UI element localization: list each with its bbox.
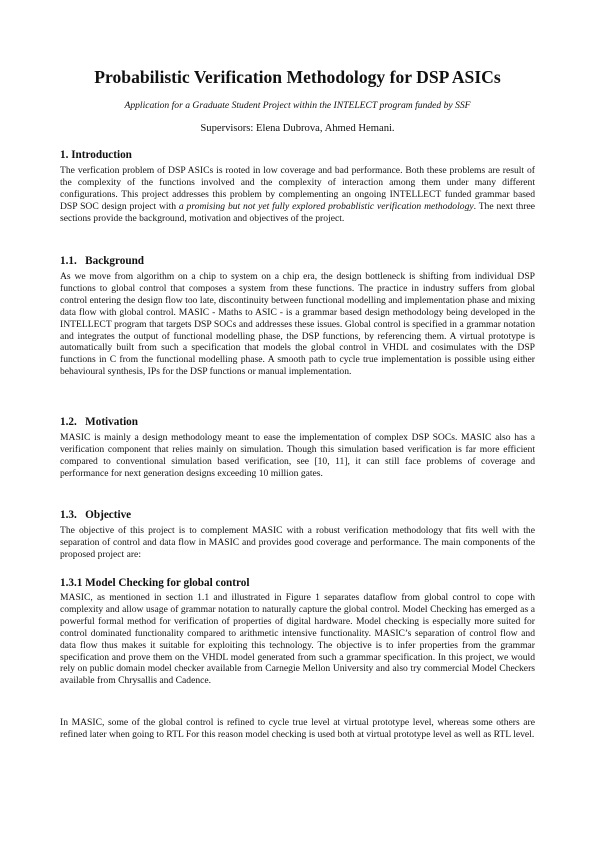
paragraph-model-checking-2: In MASIC, some of the global control is refined to cycle true level at virtual prototype level, whereas some others are refined later when going to RTL For this reason model checking is used both at virtual prototype level as well as RTL level. xyxy=(60,717,535,740)
heading-model-checking: 1.3.1 Model Checking for global control xyxy=(60,577,250,589)
paragraph-background: As we move from algorithm on a chip to system on a chip era, the design bottleneck is shifting from individual DSP functions to global control that composes a system from these functions. The practice in industry suffers from global control entering the design flow too late, discontinuity between functional modelling and implementation phase and mixing data flow with global control. MASIC - Maths to ASIC - is a grammar based design methodology being developed in the INTELLECT program that targets DSP SOCs and addresses these issues. Global control is specified in a grammar notation and integrates the output of functional modelling phase, the DSP functions, by referencing them. A virtual prototype is automatically built from such a specification that models the global control in VHDL and cosimulates with the DSP functions in C from the functional modelling phase. A smooth path to cycle true implementation is possible using either behavioural synthesis, IPs for the DSP functions or manual implementation. xyxy=(60,271,535,378)
supervisors-line: Supervisors: Elena Dubrova, Ahmed Hemani. xyxy=(200,123,395,134)
paragraph-objective: The objective of this project is to complement MASIC with a robust verification methodology that fits well with the separation of control and data flow in MASIC and provides good coverage and performance. The main components of the proposed project are: xyxy=(60,525,535,560)
heading-motivation: 1.2. Motivation xyxy=(60,416,138,428)
paper-subtitle: Application for a Graduate Student Project within the INTELECT program funded by SSF xyxy=(124,100,471,111)
paragraph-introduction xyxy=(60,165,535,225)
heading-objective: 1.3. Objective xyxy=(60,509,132,521)
heading-introduction: 1. Introduction xyxy=(60,149,132,161)
paragraph-motivation: MASIC is mainly a design methodology meant to ease the implementation of complex DSP SOCs. MASIC also has a verification component that relies mainly on simulation. Though this simulation based verification is far more efficient compared to conventional simulation based verification, see [10, 11], it can still face problems of coverage and performance for next generation designs exceeding 10 million gates. xyxy=(60,432,535,479)
intro-text-b: . The next three sections provide the background, motivation and objectives of the project. xyxy=(60,200,535,224)
paragraph-model-checking-1: MASIC, as mentioned in section 1.1 and illustrated in Figure 1 separates dataflow from global control to cope with complexity and allow usage of grammar notation to naturally capture the global control. Model Checking has emerged as a powerful formal method for verification of properties of digital hardware. Model checking is especially more suited for control dominated functionality compared to arithmetic intensive functionality. MASIC’s separation of control flow and data flow thus makes it suitable for exploiting this technology. The objective is to infer properties from the grammar specification and prove them on the VHDL model generated from such a grammar specification. In this project, we would rely on public domain model checker available from Carnegie Mellon University and also try commercial Model Checkers available from Chrysallis and Cadence. xyxy=(60,592,535,687)
intro-text-a: The verfication problem of DSP ASICs is rooted in low coverage and bad performance. Both these problems are result of the complexity of the functions involved and the complexity of interaction among them under many different configurations. This project addresses this problem by complementing an ongoing INTELLECT funded grammar based DSP SOC design project with xyxy=(60,165,535,212)
heading-background: 1.1. Background xyxy=(60,255,145,267)
intro-emphasis: a promising but not yet fully explored probablistic verification methodology xyxy=(178,200,474,212)
paper-title: Probabilistic Verification Methodology for DSP ASICs xyxy=(94,67,501,87)
